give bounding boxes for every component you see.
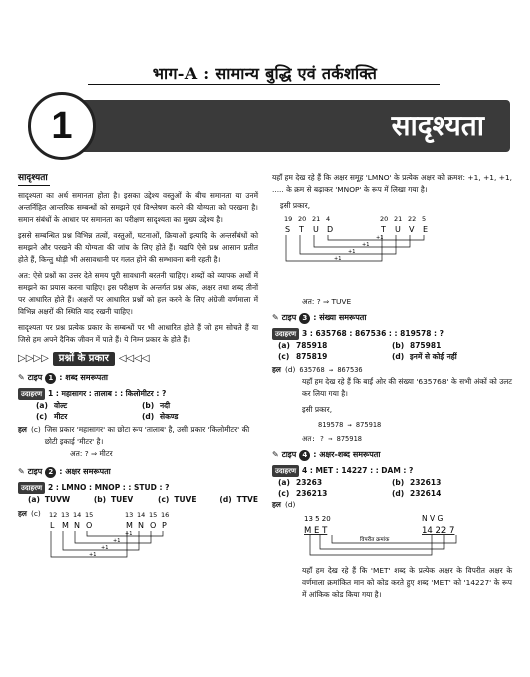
types-banner	[18, 352, 258, 366]
letter: N	[73, 521, 80, 530]
pen-icon: ✎	[272, 313, 279, 322]
position-number: 5	[422, 215, 427, 223]
type-name: : शब्द समरूपता	[59, 373, 108, 382]
letter: M	[61, 521, 69, 530]
svg-text:विपरीत क्रमांक: विपरीत क्रमांक	[360, 537, 390, 543]
paragraph: अत: ऐसे प्रश्नों का उत्तर देते समय पूरी सावधानी बरतनी चाहिए। शब्दों को व्यापक अर्थों में समझने का प्रयास करना चाहिए। इस परीक्षण के अन्तर्गत प्रश्न अंक, अक्षर तथा शब्द तीनों पर आधारित होते हैं। अक्षरों पर आधारित प्रश्नों को हल करने के लिए अंग्रेजी वर्णमाला में विभिन्न अक्षरों की स्थिति याद रखनी चाहिए।	[18, 271, 258, 316]
letter: U	[313, 225, 319, 234]
chapter-number: 1	[28, 92, 96, 160]
svg-text:N V G: N V G	[422, 514, 444, 523]
example-3-options: (a) 785918 (b) 875981 (c) 875819 (d) इनमें से कोई नहीं	[278, 341, 457, 361]
svg-text:M E T: M E T	[304, 526, 328, 536]
example-2-options: (a) TUVW (b) TUEV (c) TUVE (d) TTVE	[28, 495, 258, 504]
right-column: यहाँ हम देख रहे हैं कि अक्षर समूह 'LMNO' के प्रत्येक अक्षर को क्रमश: +1, +1, +1, ..... के क्रम से बढ़ाकर 'MNOP' के रूप में लिखा गया है। इसी प्रकार, 19 S 20 T 21 U 4 D 20 T 21 U 22 V 5 E +1 +1 +1 +1 अत: ? ⇒ TUVE ✎ टाइप 3 : संख्या समरूपता उदाहरण 3 : 635768 : 867536 : : 819578 : ? (a) 785918 (b) 875981 (c) 875819 (d) इनमें से कोई नहीं हल (d) 635768 → 867536 यहाँ हम देख रहे हैं कि बाईं ओर की संख्या '635768' के सभी अंकों को उलट कर लिया गया है। इसी प्रकार, 819578 → 875918 अत: ? ⇒ 875918 ✎ टाइप 4 : अक्षर-शब्द समरूपता उदाहरण 4 : MET : 14227 : : DAM : ? (a) 23263 (b) 232613 (c) 236213 (d) 232614 हल (d) 13 5 20 M E T N V G 14 22 7 विपरीत क्रमांक यहाँ हम देख रहे हैं कि 'MET' शब्द के प्रत्येक अक्षर के विपरीत अक्षर के वर्णमाला क्रमांकित मान को कोड करते हुए शब्द 'MET' को '14227' के रूप में आंकिक कोड किया गया है।	[272, 173, 512, 599]
letter: T	[381, 225, 386, 234]
part-title: भाग-A : सामान्य बुद्धि एवं तर्कशक्ति	[152, 64, 378, 83]
position-number: 16	[160, 511, 170, 519]
pen-icon: ✎	[272, 450, 279, 459]
letter: U	[395, 225, 401, 234]
chevrons-left: ▷▷▷▷	[18, 353, 49, 364]
lmno-diagram	[45, 508, 195, 568]
chapter-title: सादृश्यता	[391, 109, 484, 142]
example-3-question: उदाहरण 3 : 635768 : 867536 : : 819578 : ?	[272, 328, 512, 340]
position-number: 14	[136, 511, 146, 519]
example-1-options: (a) वोल्ट (b) नदी (c) मीटर (d) सेकण्ड	[36, 401, 179, 421]
letter: T	[299, 225, 304, 234]
example-1-question	[18, 388, 258, 400]
type-4-heading: ✎ टाइप 4 : अक्षर-शब्द समरूपता	[272, 450, 381, 459]
example-4-question: उदाहरण 4 : MET : 14227 : : DAM : ?	[272, 465, 512, 477]
position-number: 13	[60, 511, 70, 519]
position-number: 21	[394, 215, 403, 223]
letter: V	[409, 225, 415, 234]
example-4-solution: हल (d)	[272, 500, 296, 509]
position-number: 12	[48, 511, 58, 519]
shift-label: +1	[112, 538, 121, 544]
pen-icon: ✎	[18, 467, 25, 476]
example-tag: उदाहरण	[18, 482, 45, 494]
position-number: 19	[284, 215, 293, 223]
position-number: 20	[298, 215, 307, 223]
paragraph: इससे सम्बन्धित प्रश्न विभिन्न तत्वों, वस्तुओं, घटनाओं, क्रियाओं इत्यादि के अन्तर्संबंधों को समझने और परखने की योग्यता की जांच के लिए होते हैं। यद्यपि ऐसे प्रश्न आसान प्रतीत होते हैं, किन्तु थोड़ी भी असावधानी पर गलत होने की सम्भावना बनी रहती है।	[18, 231, 258, 264]
left-column	[18, 172, 258, 568]
type-3-heading: ✎ टाइप 3 : संख्या समरूपता	[272, 313, 367, 322]
paragraph: सादृश्यता पर प्रश्न प्रत्येक प्रकार के सम्बन्धों पर भी आधारित होते हैं जो हम सोचते हैं या जिसे हम अपने दैनिक जीवन में पाते हैं। ये निम्न प्रकार के होते हैं।	[18, 323, 258, 344]
title-divider	[88, 84, 440, 85]
chapter-banner	[20, 96, 510, 156]
example-tag: उदाहरण	[272, 465, 299, 477]
pen-icon: ✎	[18, 373, 25, 382]
position-number: 21	[312, 215, 321, 223]
shift-label: +1	[376, 235, 384, 241]
position-number: 20	[380, 215, 389, 223]
letter: N	[137, 521, 144, 530]
paragraph: यहाँ हम देख रहे हैं कि अक्षर समूह 'LMNO' के प्रत्येक अक्षर को क्रमश: +1, +1, +1, ..... के क्रम से बढ़ाकर 'MNOP' के रूप में लिखा गया है।	[272, 173, 512, 194]
type-number-badge: 1	[45, 373, 56, 384]
types-banner-label: प्रश्नों के प्रकार	[53, 352, 115, 366]
letter: S	[285, 225, 291, 234]
svg-text:14 22 7: 14 22 7	[422, 526, 455, 536]
example-2-question: उदाहरण 2 : LMNO : MNOP : : STUD : ?	[18, 482, 258, 494]
shift-label: +1	[362, 242, 370, 248]
shift-label: +1	[124, 531, 133, 537]
example-2-solution: हल (c) 12 L 13 M 14 N 15 O 13 M 14 N 15 O 16 P +1 +1 +1 +1	[18, 508, 258, 568]
position-number: 15	[148, 511, 158, 519]
section-heading: सादृश्यता	[18, 172, 50, 186]
example-4-options: (a) 23263 (b) 232613 (c) 236213 (d) 232614	[278, 478, 442, 498]
paragraph: यहाँ हम देख रहे हैं कि बाईं ओर की संख्या '635768' के सभी अंकों को उलट कर लिया गया है।	[302, 377, 512, 398]
letter: P	[161, 521, 167, 530]
same-text: इसी प्रकार,	[280, 201, 311, 210]
example-tag: उदाहरण	[272, 328, 299, 340]
letter: L	[49, 521, 55, 530]
svg-text:13 5 20: 13 5 20	[304, 515, 331, 523]
position-number: 13	[124, 511, 134, 519]
letter: D	[327, 225, 334, 234]
type-number-badge: 2	[45, 467, 56, 478]
type-1-heading	[18, 372, 258, 384]
letter: O	[85, 521, 93, 530]
type-2-heading: ✎ टाइप 2 : अक्षर समरूपता	[18, 467, 111, 476]
type-label: टाइप	[27, 373, 43, 382]
type-number-badge: 3	[299, 313, 310, 324]
paragraph: सादृश्यता का अर्थ समानता होता है। इसका उद्देश्य वस्तुओं के बीच समानता या उनमें अन्तर्निहित आन्तरिक सम्बन्धों को समझने एवं विश्लेषण करने की योग्यता को परखना है। समान संबंधों के आधार पर समानता का परीक्षण सादृश्यता का मुख्य उद्देश्य है।	[18, 191, 258, 224]
example-1-solution: हल (c) जिस प्रकार 'महासागर' का छोटा रूप 'तालाब' है, उसी प्रकार 'किलोमीटर' की छोटी इकाई 'मीटर' है।	[18, 425, 250, 446]
shift-label: +1	[88, 552, 97, 558]
position-number: 15	[84, 511, 94, 519]
position-number: 14	[72, 511, 82, 519]
type-number-badge: 4	[299, 450, 310, 461]
shift-label: +1	[100, 545, 109, 551]
position-number: 4	[326, 215, 331, 223]
met-diagram	[300, 511, 500, 561]
question-text: 1 : महासागर : तालाब : : किलोमीटर : ?	[48, 389, 167, 398]
example-1-answer: अत: ? ⇒ मीटर	[70, 449, 113, 458]
answer-2: अत: ? ⇒ TUVE	[302, 297, 352, 306]
letter: E	[423, 225, 429, 234]
example-tag: उदाहरण	[18, 388, 45, 400]
letter: M	[125, 521, 133, 530]
example-3-solution: हल (d) 635768 → 867536	[272, 365, 363, 374]
shift-label: +1	[348, 249, 356, 255]
position-number: 22	[408, 215, 417, 223]
shift-label: +1	[334, 256, 342, 262]
stud-diagram	[280, 212, 480, 292]
letter: O	[149, 521, 157, 530]
paragraph: यहाँ हम देख रहे हैं कि 'MET' शब्द के प्रत्येक अक्षर के विपरीत अक्षर के वर्णमाला क्रमांकित मान को कोड करते हुए शब्द 'MET' को '14227' के रूप में आंकिक कोड किया गया है।	[302, 566, 512, 599]
chevrons-right: ◁◁◁◁	[118, 353, 150, 364]
